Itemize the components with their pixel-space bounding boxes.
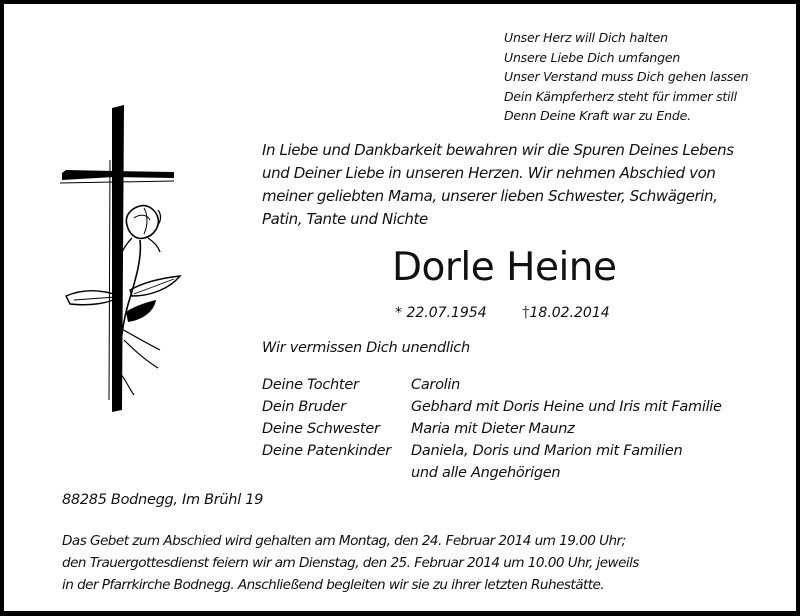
miss-line: Wir vermissen Dich unendlich (262, 340, 470, 356)
family-names: Carolin (411, 377, 460, 393)
poem (504, 28, 748, 126)
life-dates (395, 302, 610, 323)
death-date: 18.02.2014 (529, 305, 610, 321)
intro-text (262, 139, 734, 231)
family-row (262, 440, 722, 462)
service-line: den Trauergottesdienst feiern wir am Dienstag, den 25. Februar 2014 um 10.00 Uhr, jeweils (62, 555, 639, 571)
family-role: Deine Patenkinder (262, 443, 391, 459)
birth-date: * 22.07.1954 (395, 305, 487, 321)
family-role (262, 462, 411, 484)
family-row (262, 462, 722, 484)
family-names: Daniela, Doris und Marion mit Familien (411, 443, 683, 459)
family-row (262, 418, 722, 440)
family-names: Gebhard mit Doris Heine und Iris mit Familie (411, 399, 722, 415)
cross-with-rose-icon (44, 100, 204, 430)
deceased-name: Dorle Heine (392, 245, 617, 290)
service-line: Das Gebet zum Abschied wird gehalten am Montag, den 24. Februar 2014 um 19.00 Uhr; (62, 533, 626, 549)
family-row (262, 374, 722, 396)
family-role: Deine Tochter (262, 377, 359, 393)
intro-line: meiner geliebten Mama, unserer lieben Schwester, Schwägerin, (262, 187, 718, 205)
intro-line: In Liebe und Dankbarkeit bewahren wir die Spuren Deines Lebens (262, 141, 734, 159)
poem-line: Unsere Liebe Dich umfangen (504, 49, 681, 65)
service-line: in der Pfarrkirche Bodnegg. Anschließend begleiten wir sie zu ihrer letzten Ruhestätte. (62, 577, 605, 593)
poem-line: Unser Verstand muss Dich gehen lassen (504, 69, 749, 84)
address: 88285 Bodnegg, Im Brühl 19 (62, 492, 264, 508)
intro-line: Patin, Tante und Nichte (262, 210, 428, 228)
family-names: Maria mit Dieter Maunz (411, 421, 575, 437)
service-info (62, 530, 639, 596)
family-role: Dein Bruder (262, 399, 346, 415)
death-cross-icon: † (522, 303, 530, 321)
family-role: Deine Schwester (262, 421, 380, 437)
poem-line: Unser Herz will Dich halten (504, 30, 668, 45)
poem-line: Denn Deine Kraft war zu Ende. (504, 108, 691, 123)
family-names: und alle Angehörigen (411, 465, 561, 481)
family-row (262, 396, 722, 418)
poem-line: Dein Kämpferherz steht für immer still (504, 88, 737, 104)
family-list (262, 374, 722, 484)
intro-line: und Deiner Liebe in unseren Herzen. Wir nehmen Abschied von (262, 164, 716, 182)
